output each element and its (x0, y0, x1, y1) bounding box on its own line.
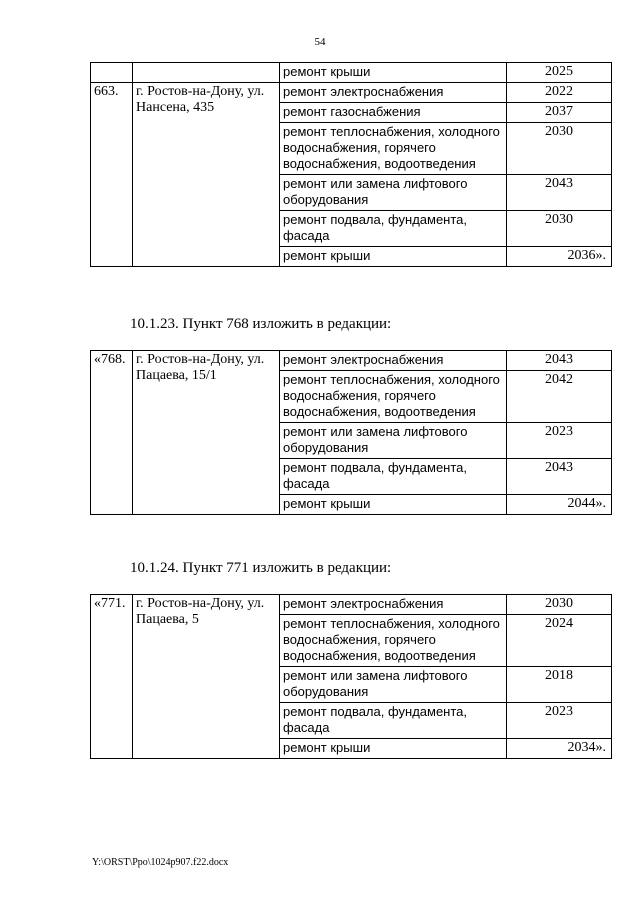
year-cell (507, 247, 612, 267)
year-value: 2036». (567, 248, 606, 263)
work-cell: ремонт электроснабжения (280, 595, 507, 615)
year-value: 2023 (545, 704, 573, 719)
year-cell (507, 667, 612, 703)
year-cell (507, 739, 612, 759)
year-value: 2022 (545, 84, 573, 99)
year-value: 2043 (545, 176, 573, 191)
year-cell (507, 83, 612, 103)
file-path-footer: Y:\ORST\Ppo\1024p907.f22.docx (92, 857, 229, 868)
year-cell (507, 211, 612, 247)
year-value: 2024 (545, 616, 573, 631)
table-row (91, 351, 612, 371)
year-cell (507, 123, 612, 175)
work-cell: ремонт крыши (280, 495, 507, 515)
work-cell: ремонт теплоснабжения, холодного водоснабжения, горячего водоснабжения, водоотведения (280, 371, 507, 423)
address-cell: г. Ростов-на-Дону, ул. Пацаева, 15/1 (133, 351, 280, 515)
work-cell: ремонт крыши (280, 247, 507, 267)
year-value: 2042 (545, 372, 573, 387)
year-value: 2044». (567, 496, 606, 511)
year-cell (507, 595, 612, 615)
year-cell (507, 703, 612, 739)
year-value: 2025 (545, 64, 573, 79)
year-value: 2043 (545, 352, 573, 367)
work-cell: ремонт электроснабжения (280, 351, 507, 371)
work-cell: ремонт крыши (280, 63, 507, 83)
table-row (91, 595, 612, 615)
table-row (91, 83, 612, 103)
work-cell: ремонт или замена лифтового оборудования (280, 175, 507, 211)
year-value: 2037 (545, 104, 573, 119)
instruction-paragraph: 10.1.23. Пункт 768 изложить в редакции: (130, 316, 392, 332)
page-number: 54 (314, 36, 326, 48)
work-cell: ремонт теплоснабжения, холодного водоснабжения, горячего водоснабжения, водоотведения (280, 123, 507, 175)
repair-table-771 (90, 594, 612, 759)
address-cell: г. Ростов-на-Дону, ул. Нансена, 435 (133, 83, 280, 267)
work-cell: ремонт или замена лифтового оборудования (280, 667, 507, 703)
item-number-cell: 663. (91, 83, 133, 267)
year-cell (507, 63, 612, 83)
year-value: 2030 (545, 124, 573, 139)
item-number-cell (91, 63, 133, 83)
instruction-paragraph: 10.1.24. Пункт 771 изложить в редакции: (130, 560, 392, 576)
year-cell (507, 103, 612, 123)
address-cell (133, 63, 280, 83)
year-value: 2034». (567, 740, 606, 755)
year-cell (507, 495, 612, 515)
item-number-cell: «771. (91, 595, 133, 759)
year-cell (507, 351, 612, 371)
work-cell: ремонт теплоснабжения, холодного водоснабжения, горячего водоснабжения, водоотведения (280, 615, 507, 667)
year-cell (507, 175, 612, 211)
repair-table-768 (90, 350, 612, 515)
work-cell: ремонт подвала, фундамента, фасада (280, 211, 507, 247)
table-row (91, 63, 612, 83)
item-number-cell: «768. (91, 351, 133, 515)
work-cell: ремонт подвала, фундамента, фасада (280, 703, 507, 739)
work-cell: ремонт электроснабжения (280, 83, 507, 103)
year-value: 2030 (545, 212, 573, 227)
address-cell: г. Ростов-на-Дону, ул. Пацаева, 5 (133, 595, 280, 759)
year-value: 2018 (545, 668, 573, 683)
work-cell: ремонт газоснабжения (280, 103, 507, 123)
year-value: 2023 (545, 424, 573, 439)
year-value: 2043 (545, 460, 573, 475)
repair-table-663 (90, 62, 612, 267)
work-cell: ремонт или замена лифтового оборудования (280, 423, 507, 459)
work-cell: ремонт крыши (280, 739, 507, 759)
year-cell (507, 459, 612, 495)
work-cell: ремонт подвала, фундамента, фасада (280, 459, 507, 495)
year-value: 2030 (545, 596, 573, 611)
year-cell (507, 615, 612, 667)
year-cell (507, 371, 612, 423)
year-cell (507, 423, 612, 459)
